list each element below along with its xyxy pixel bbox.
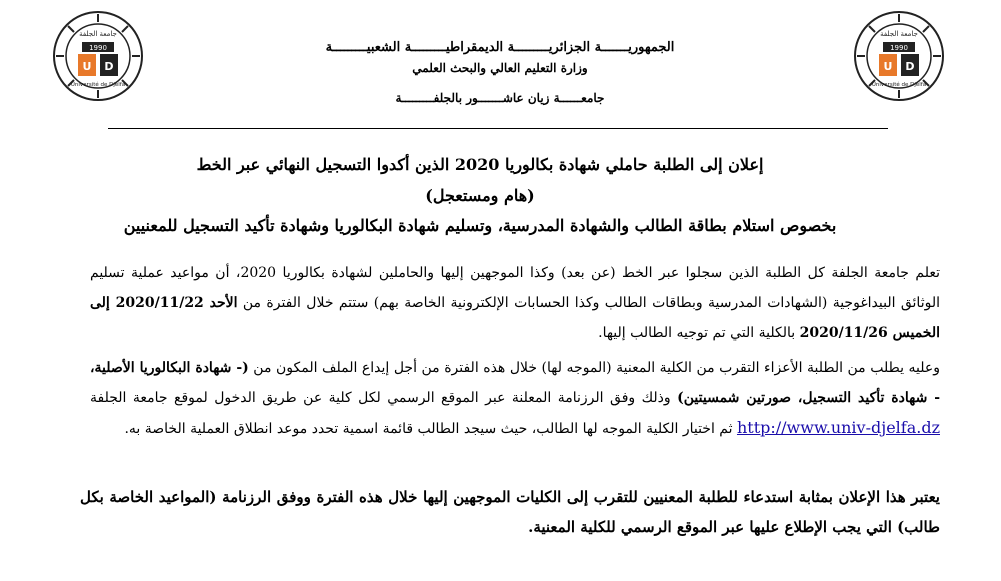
svg-text:1990: 1990	[890, 44, 908, 52]
announcement-title: إعلان إلى الطلبة حاملي شهادة بكالوريا 2020 الذين أكدوا التسجيل النهائي عبر الخط	[196, 155, 764, 174]
university-logo-left	[52, 10, 144, 102]
svg-text:جامعة الجلفة: جامعة الجلفة	[880, 30, 918, 38]
republic-name: الجمهوريـــــــة الجزائريـــــــــة الديمقراطيـــــــــة الشعبيـــــــــة	[325, 40, 675, 55]
university-name: جامعــــــة زيان عاشـــــــور بالجلفـــــــــة	[395, 91, 605, 105]
svg-text:Université de Djelfa: Université de Djelfa	[871, 82, 927, 88]
svg-text:U: U	[883, 60, 893, 73]
paragraph-schedule: تعلم جامعة الجلفة كل الطلبة الذين سجلوا عبر الخط (عن بعد) وكذا الموجهين إليها والحاملين لشهادة بكالوريا 2020، أن مواعيد عملية تسليم الوثائق البيداغوجية (الشهادات المدرسية وبطاقات الطالب وكذا الحسابات الإلكترونية الخاصة بهم) ستتم خلال الفترة من الأحد 2020/11/22 إلى الخميس 2020/11/26 بالكلية التي تم توجيه الطالب إليها.	[90, 265, 940, 341]
university-seal-icon	[52, 10, 144, 102]
svg-text:1990: 1990	[89, 44, 107, 52]
closing-notice: يعتبر هذا الإعلان بمثابة استدعاء للطلبة المعنيين للتقرب إلى الكليات الموجهين إليها خلال هذه الفترة ووفق الرزنامة (المواعيد الخاصة بكل طالب) التي يجب الإطلاع عليها عبر الموقع الرسمي للكلية المعنية.	[80, 488, 940, 536]
paragraph-documents: وعليه يطلب من الطلبة الأعزاء التقرب من الكلية المعنية (الموجه لها) خلال هذه الفترة من أجل إيداع الملف المكون من (- شهادة البكالوريا الأصلية، - شهادة تأكيد التسجيل، صورتين شمسيتين) وذلك وفق الرزنامة المعلنة عبر الموقع الرسمي لكل كلية عن طريق الدخول لموقع جامعة الجلفة http://www.univ-djelfa.dz ثم اختيار الكلية الموجه لها الطالب، حيث سيجد الطالب قائمة اسمية تحدد موعد انطلاق العملية الخاصة به.	[90, 360, 941, 437]
university-seal-icon	[853, 10, 945, 102]
svg-text:U: U	[82, 60, 92, 73]
university-website-link[interactable]: http://www.univ-djelfa.dz	[736, 418, 940, 437]
document-header	[220, 40, 780, 105]
announcement-subject: بخصوص استلام بطاقة الطالب والشهادة المدرسية، وتسليم شهادة البكالوريا وشهادة تأكيد التسجيل للمعنيين	[123, 216, 837, 235]
svg-text:Université de Djelfa: Université de Djelfa	[70, 82, 126, 88]
university-logo-right	[853, 10, 945, 102]
svg-text:D: D	[905, 60, 915, 73]
ministry-name: وزارة التعليم العالي والبحث العلمي	[412, 61, 588, 75]
svg-text:جامعة الجلفة: جامعة الجلفة	[79, 30, 117, 38]
svg-text:D: D	[104, 60, 114, 73]
required-documents: (- شهادة البكالوريا الأصلية، - شهادة تأكيد التسجيل، صورتين شمسيتين)	[90, 360, 941, 406]
header-divider	[108, 128, 888, 129]
schedule-dates: الأحد 2020/11/22 إلى الخميس 2020/11/26	[90, 295, 940, 341]
announcement-urgency: (هام ومستعجل)	[425, 186, 535, 205]
